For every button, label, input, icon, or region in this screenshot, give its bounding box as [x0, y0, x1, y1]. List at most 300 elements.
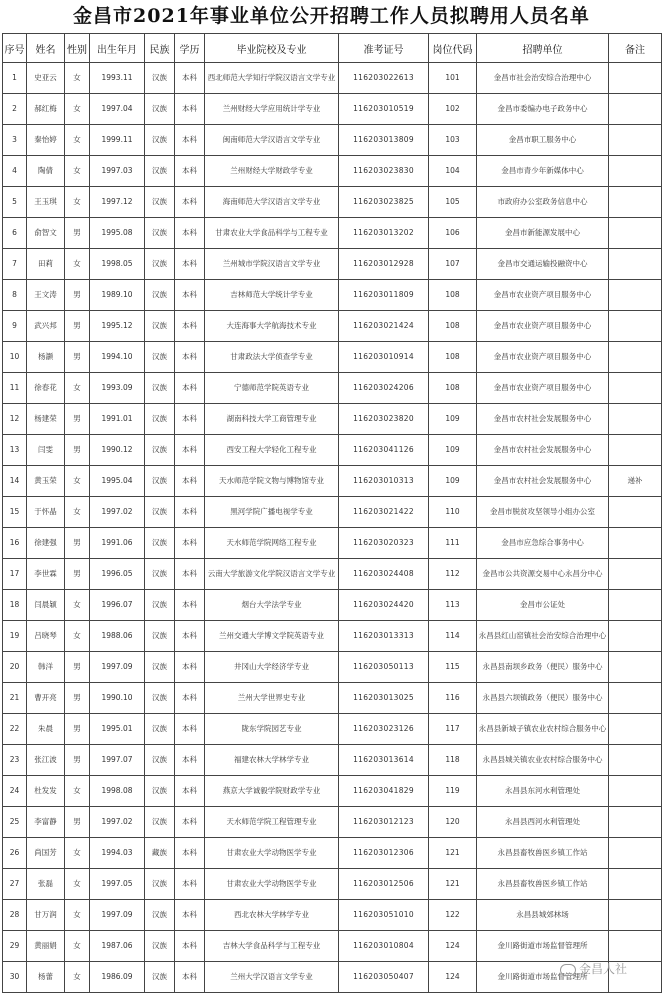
cell-ethnicity: 汉族: [145, 590, 175, 621]
cell-education: 本科: [175, 683, 205, 714]
cell-post-code: 124: [429, 931, 477, 962]
cell-education: 本科: [175, 94, 205, 125]
cell-birth: 1995.04: [90, 466, 145, 497]
header-name: 姓名: [27, 34, 65, 63]
cell-post-code: 101: [429, 63, 477, 94]
cell-birth: 1994.03: [90, 838, 145, 869]
header-employer: 招聘单位: [477, 34, 609, 63]
cell-post-code: 121: [429, 838, 477, 869]
cell-exam-number: 116203012306: [339, 838, 429, 869]
cell-index: 8: [3, 280, 27, 311]
cell-education: 本科: [175, 962, 205, 993]
cell-remarks: [609, 931, 662, 962]
cell-post-code: 107: [429, 249, 477, 280]
cell-post-code: 124: [429, 962, 477, 993]
cell-gender: 男: [65, 683, 90, 714]
cell-ethnicity: 汉族: [145, 621, 175, 652]
cell-school-major: 云南大学旅游文化学院汉语言文学专业: [205, 559, 339, 590]
cell-remarks: [609, 900, 662, 931]
cell-ethnicity: 汉族: [145, 249, 175, 280]
cell-employer: 金川路街道市场监督管理所: [477, 931, 609, 962]
cell-birth: 1997.03: [90, 156, 145, 187]
table-header-row: [3, 34, 662, 63]
cell-index: 3: [3, 125, 27, 156]
cell-index: 25: [3, 807, 27, 838]
cell-gender: 男: [65, 714, 90, 745]
cell-education: 本科: [175, 900, 205, 931]
cell-ethnicity: 汉族: [145, 869, 175, 900]
cell-index: 17: [3, 559, 27, 590]
cell-employer: 永昌县红山窑镇社会治安综合治理中心: [477, 621, 609, 652]
cell-employer: 金昌市脱贫攻坚领导小组办公室: [477, 497, 609, 528]
cell-school-major: 兰州大学汉语言文学专业: [205, 962, 339, 993]
cell-employer: 金昌市农业资产项目服务中心: [477, 280, 609, 311]
cell-post-code: 102: [429, 94, 477, 125]
cell-exam-number: 116203012928: [339, 249, 429, 280]
cell-index: 30: [3, 962, 27, 993]
cell-index: 23: [3, 745, 27, 776]
cell-employer: 金昌市新能源发展中心: [477, 218, 609, 249]
header-birth: 出生年月: [90, 34, 145, 63]
cell-name: 韩洋: [27, 652, 65, 683]
cell-ethnicity: 汉族: [145, 466, 175, 497]
cell-post-code: 117: [429, 714, 477, 745]
cell-post-code: 106: [429, 218, 477, 249]
cell-employer: 金昌市应急综合事务中心: [477, 528, 609, 559]
cell-post-code: 114: [429, 621, 477, 652]
cell-employer: 永昌县东河水利管理处: [477, 776, 609, 807]
cell-remarks: [609, 714, 662, 745]
cell-post-code: 118: [429, 745, 477, 776]
cell-name: 杨灏: [27, 342, 65, 373]
cell-name: 甘万润: [27, 900, 65, 931]
cell-gender: 男: [65, 342, 90, 373]
table-row: [3, 590, 662, 621]
cell-index: 13: [3, 435, 27, 466]
cell-remarks: [609, 156, 662, 187]
cell-education: 本科: [175, 931, 205, 962]
cell-index: 10: [3, 342, 27, 373]
cell-birth: 1997.02: [90, 497, 145, 528]
table-row: [3, 342, 662, 373]
cell-birth: 1995.01: [90, 714, 145, 745]
cell-name: 史亚云: [27, 63, 65, 94]
cell-education: 本科: [175, 280, 205, 311]
cell-remarks: [609, 497, 662, 528]
cell-post-code: 122: [429, 900, 477, 931]
table-row: [3, 435, 662, 466]
cell-employer: 金昌市社会治安综合治理中心: [477, 63, 609, 94]
cell-index: 6: [3, 218, 27, 249]
cell-birth: 1997.07: [90, 745, 145, 776]
cell-name: 陶倩: [27, 156, 65, 187]
cell-remarks: [609, 652, 662, 683]
cell-post-code: 119: [429, 776, 477, 807]
cell-index: 12: [3, 404, 27, 435]
cell-employer: 永昌县畜牧兽医乡镇工作站: [477, 838, 609, 869]
cell-index: 5: [3, 187, 27, 218]
cell-gender: 男: [65, 218, 90, 249]
cell-post-code: 112: [429, 559, 477, 590]
cell-school-major: 兰州财经大学财政学专业: [205, 156, 339, 187]
cell-name: 杨建荣: [27, 404, 65, 435]
cell-index: 4: [3, 156, 27, 187]
cell-index: 29: [3, 931, 27, 962]
hiring-table: [2, 33, 662, 993]
cell-remarks: [609, 218, 662, 249]
table-row: [3, 745, 662, 776]
table-row: [3, 838, 662, 869]
cell-education: 本科: [175, 745, 205, 776]
cell-post-code: 115: [429, 652, 477, 683]
cell-education: 本科: [175, 559, 205, 590]
cell-birth: 1993.11: [90, 63, 145, 94]
cell-employer: 金昌市农业资产项目服务中心: [477, 342, 609, 373]
cell-birth: 1995.12: [90, 311, 145, 342]
header-post-code: 岗位代码: [429, 34, 477, 63]
cell-ethnicity: 汉族: [145, 280, 175, 311]
cell-education: 本科: [175, 404, 205, 435]
header-exam-number: 准考证号: [339, 34, 429, 63]
cell-remarks: [609, 528, 662, 559]
cell-name: 李富静: [27, 807, 65, 838]
cell-name: 田莉: [27, 249, 65, 280]
cell-name: 尚国芳: [27, 838, 65, 869]
cell-gender: 女: [65, 776, 90, 807]
cell-gender: 女: [65, 962, 90, 993]
cell-employer: 金昌市农业资产项目服务中心: [477, 373, 609, 404]
cell-education: 本科: [175, 218, 205, 249]
cell-remarks: [609, 94, 662, 125]
cell-gender: 女: [65, 931, 90, 962]
cell-gender: 女: [65, 373, 90, 404]
cell-ethnicity: 汉族: [145, 218, 175, 249]
cell-employer: 金昌市农村社会发展服务中心: [477, 466, 609, 497]
header-index: 序号: [3, 34, 27, 63]
cell-remarks: [609, 838, 662, 869]
cell-exam-number: 116203023830: [339, 156, 429, 187]
cell-school-major: 黑河学院广播电视学专业: [205, 497, 339, 528]
table-row: [3, 931, 662, 962]
cell-name: 黄丽娟: [27, 931, 65, 962]
cell-school-major: 兰州城市学院汉语言文学专业: [205, 249, 339, 280]
cell-ethnicity: 汉族: [145, 745, 175, 776]
table-row: [3, 404, 662, 435]
cell-remarks: [609, 683, 662, 714]
cell-school-major: 西安工程大学轻化工程专业: [205, 435, 339, 466]
cell-school-major: 西北农林大学林学专业: [205, 900, 339, 931]
cell-remarks: [609, 435, 662, 466]
cell-remarks: [609, 404, 662, 435]
cell-name: 王文涛: [27, 280, 65, 311]
cell-exam-number: 116203021422: [339, 497, 429, 528]
cell-exam-number: 116203013614: [339, 745, 429, 776]
cell-gender: 女: [65, 94, 90, 125]
cell-school-major: 海南师范大学汉语言文学专业: [205, 187, 339, 218]
cell-exam-number: 116203021424: [339, 311, 429, 342]
cell-employer: 金川路街道市场监督管理所: [477, 962, 609, 993]
cell-index: 18: [3, 590, 27, 621]
cell-education: 本科: [175, 342, 205, 373]
cell-ethnicity: 汉族: [145, 807, 175, 838]
cell-education: 本科: [175, 373, 205, 404]
cell-exam-number: 116203023820: [339, 404, 429, 435]
cell-birth: 1997.05: [90, 869, 145, 900]
cell-employer: 永昌县六坝镇政务（便民）服务中心: [477, 683, 609, 714]
cell-gender: 女: [65, 249, 90, 280]
table-row: [3, 869, 662, 900]
cell-education: 本科: [175, 528, 205, 559]
cell-school-major: 燕京大学诚毅学院财政学专业: [205, 776, 339, 807]
page-title: 金昌市2021年事业单位公开招聘工作人员拟聘用人员名单: [73, 5, 590, 27]
table-row: [3, 125, 662, 156]
cell-ethnicity: 汉族: [145, 652, 175, 683]
cell-employer: 金昌市公共资源交易中心永昌分中心: [477, 559, 609, 590]
table-row: [3, 776, 662, 807]
cell-ethnicity: 汉族: [145, 900, 175, 931]
cell-gender: 男: [65, 435, 90, 466]
table-row: [3, 807, 662, 838]
table-row: [3, 187, 662, 218]
cell-school-major: 吉林大学食品科学与工程专业: [205, 931, 339, 962]
cell-gender: 女: [65, 838, 90, 869]
cell-post-code: 111: [429, 528, 477, 559]
cell-gender: 女: [65, 497, 90, 528]
cell-gender: 女: [65, 621, 90, 652]
cell-employer: 永昌县新城子镇农业农村综合服务中心: [477, 714, 609, 745]
table-row: [3, 621, 662, 652]
cell-birth: 1988.06: [90, 621, 145, 652]
cell-name: 黄玉荣: [27, 466, 65, 497]
table-row: [3, 280, 662, 311]
cell-exam-number: 116203011809: [339, 280, 429, 311]
header-school-major: 毕业院校及专业: [205, 34, 339, 63]
cell-exam-number: 116203024420: [339, 590, 429, 621]
cell-school-major: 湖南科技大学工商管理专业: [205, 404, 339, 435]
cell-exam-number: 116203022613: [339, 63, 429, 94]
cell-school-major: 甘肃农业大学食品科学与工程专业: [205, 218, 339, 249]
cell-ethnicity: 汉族: [145, 342, 175, 373]
cell-post-code: 108: [429, 311, 477, 342]
cell-ethnicity: 汉族: [145, 94, 175, 125]
cell-remarks: [609, 249, 662, 280]
cell-school-major: 天水师范学院网络工程专业: [205, 528, 339, 559]
cell-gender: 女: [65, 900, 90, 931]
cell-employer: 金昌市职工服务中心: [477, 125, 609, 156]
cell-post-code: 105: [429, 187, 477, 218]
cell-index: 1: [3, 63, 27, 94]
cell-education: 本科: [175, 714, 205, 745]
cell-remarks: [609, 559, 662, 590]
cell-ethnicity: 汉族: [145, 962, 175, 993]
cell-birth: 1997.09: [90, 652, 145, 683]
cell-school-major: 甘肃政法大学侦查学专业: [205, 342, 339, 373]
cell-birth: 1991.06: [90, 528, 145, 559]
cell-gender: 男: [65, 559, 90, 590]
cell-employer: 永昌县西河水利管理处: [477, 807, 609, 838]
cell-ethnicity: 汉族: [145, 311, 175, 342]
table-row: [3, 249, 662, 280]
cell-school-major: 西北师范大学知行学院汉语言文学专业: [205, 63, 339, 94]
cell-birth: 1986.09: [90, 962, 145, 993]
cell-birth: 1995.08: [90, 218, 145, 249]
cell-post-code: 113: [429, 590, 477, 621]
cell-index: 16: [3, 528, 27, 559]
cell-remarks: [609, 745, 662, 776]
cell-education: 本科: [175, 621, 205, 652]
cell-exam-number: 116203050407: [339, 962, 429, 993]
table-row: [3, 528, 662, 559]
cell-gender: 男: [65, 807, 90, 838]
cell-birth: 1994.10: [90, 342, 145, 373]
cell-remarks: [609, 342, 662, 373]
cell-education: 本科: [175, 187, 205, 218]
cell-education: 本科: [175, 311, 205, 342]
cell-ethnicity: 汉族: [145, 63, 175, 94]
cell-name: 曹开亮: [27, 683, 65, 714]
cell-school-major: 陇东学院园艺专业: [205, 714, 339, 745]
cell-education: 本科: [175, 125, 205, 156]
cell-index: 21: [3, 683, 27, 714]
cell-gender: 女: [65, 590, 90, 621]
watermark-text: 金昌人社: [579, 962, 628, 976]
cell-education: 本科: [175, 466, 205, 497]
cell-post-code: 108: [429, 342, 477, 373]
cell-gender: 女: [65, 63, 90, 94]
cell-birth: 1990.12: [90, 435, 145, 466]
cell-ethnicity: 汉族: [145, 373, 175, 404]
cell-education: 本科: [175, 249, 205, 280]
cell-ethnicity: 汉族: [145, 497, 175, 528]
cell-name: 郝红梅: [27, 94, 65, 125]
cell-school-major: 天水师范学院工程管理专业: [205, 807, 339, 838]
cell-index: 19: [3, 621, 27, 652]
cell-education: 本科: [175, 590, 205, 621]
cell-post-code: 108: [429, 280, 477, 311]
cell-education: 本科: [175, 869, 205, 900]
cell-post-code: 121: [429, 869, 477, 900]
cell-employer: 永昌县城郊林场: [477, 900, 609, 931]
cell-gender: 女: [65, 156, 90, 187]
cell-school-major: 甘肃农业大学动物医学专业: [205, 869, 339, 900]
cell-education: 本科: [175, 776, 205, 807]
table-row: [3, 94, 662, 125]
cell-ethnicity: 汉族: [145, 404, 175, 435]
cell-school-major: 福建农林大学林学专业: [205, 745, 339, 776]
cell-exam-number: 116203020323: [339, 528, 429, 559]
cell-index: 15: [3, 497, 27, 528]
cell-index: 2: [3, 94, 27, 125]
cell-exam-number: 116203051010: [339, 900, 429, 931]
cell-school-major: 甘肃农业大学动物医学专业: [205, 838, 339, 869]
cell-exam-number: 116203010519: [339, 94, 429, 125]
cell-gender: 男: [65, 745, 90, 776]
table-row: [3, 218, 662, 249]
cell-post-code: 104: [429, 156, 477, 187]
cell-school-major: 兰州大学世界史专业: [205, 683, 339, 714]
cell-exam-number: 116203024408: [339, 559, 429, 590]
cell-education: 本科: [175, 497, 205, 528]
cell-education: 本科: [175, 63, 205, 94]
cell-ethnicity: 汉族: [145, 931, 175, 962]
cell-school-major: 兰州交通大学博文学院英语专业: [205, 621, 339, 652]
table-row: [3, 559, 662, 590]
cell-post-code: 108: [429, 373, 477, 404]
cell-name: 闫雯: [27, 435, 65, 466]
watermark: [560, 960, 627, 977]
cell-ethnicity: 汉族: [145, 187, 175, 218]
table-row: [3, 900, 662, 931]
cell-name: 徐建强: [27, 528, 65, 559]
cell-gender: 男: [65, 280, 90, 311]
cell-school-major: 闽南师范大学汉语言文学专业: [205, 125, 339, 156]
cell-education: 本科: [175, 435, 205, 466]
cell-employer: 永昌县南坝乡政务（便民）服务中心: [477, 652, 609, 683]
cell-gender: 男: [65, 528, 90, 559]
table-row: [3, 683, 662, 714]
cell-gender: 男: [65, 404, 90, 435]
cell-birth: 1989.10: [90, 280, 145, 311]
table-row: [3, 497, 662, 528]
cell-birth: 1997.04: [90, 94, 145, 125]
cell-index: 24: [3, 776, 27, 807]
cell-exam-number: 116203010313: [339, 466, 429, 497]
cell-name: 杜发发: [27, 776, 65, 807]
cell-birth: 1996.05: [90, 559, 145, 590]
cell-gender: 女: [65, 125, 90, 156]
cell-gender: 男: [65, 311, 90, 342]
cell-school-major: 吉林师范大学统计学专业: [205, 280, 339, 311]
header-ethnicity: 民族: [145, 34, 175, 63]
cell-index: 22: [3, 714, 27, 745]
cell-remarks: [609, 125, 662, 156]
cell-remarks: [609, 373, 662, 404]
cell-employer: 永昌县城关镇农业农村综合服务中心: [477, 745, 609, 776]
cell-ethnicity: 汉族: [145, 156, 175, 187]
cell-exam-number: 116203010804: [339, 931, 429, 962]
cell-exam-number: 116203023825: [339, 187, 429, 218]
cell-name: 闫晨颖: [27, 590, 65, 621]
cell-remarks: 递补: [609, 466, 662, 497]
cell-name: 杨蕾: [27, 962, 65, 993]
cell-index: 11: [3, 373, 27, 404]
table-row: [3, 156, 662, 187]
cell-post-code: 116: [429, 683, 477, 714]
cell-exam-number: 116203023126: [339, 714, 429, 745]
cell-index: 26: [3, 838, 27, 869]
cell-employer: 金昌市青少年新媒体中心: [477, 156, 609, 187]
cell-ethnicity: 汉族: [145, 435, 175, 466]
cell-post-code: 110: [429, 497, 477, 528]
cell-index: 7: [3, 249, 27, 280]
cell-school-major: 烟台大学法学专业: [205, 590, 339, 621]
cell-name: 张磊: [27, 869, 65, 900]
cell-ethnicity: 汉族: [145, 683, 175, 714]
table-row: [3, 373, 662, 404]
cell-gender: 女: [65, 466, 90, 497]
table-row: [3, 714, 662, 745]
cell-birth: 1987.06: [90, 931, 145, 962]
cell-employer: 金昌市农业资产项目服务中心: [477, 311, 609, 342]
cell-exam-number: 116203024206: [339, 373, 429, 404]
cell-post-code: 109: [429, 435, 477, 466]
cell-employer: 永昌县畜牧兽医乡镇工作站: [477, 869, 609, 900]
cell-remarks: [609, 311, 662, 342]
cell-remarks: [609, 590, 662, 621]
cell-index: 9: [3, 311, 27, 342]
cell-exam-number: 116203010914: [339, 342, 429, 373]
header-education: 学历: [175, 34, 205, 63]
